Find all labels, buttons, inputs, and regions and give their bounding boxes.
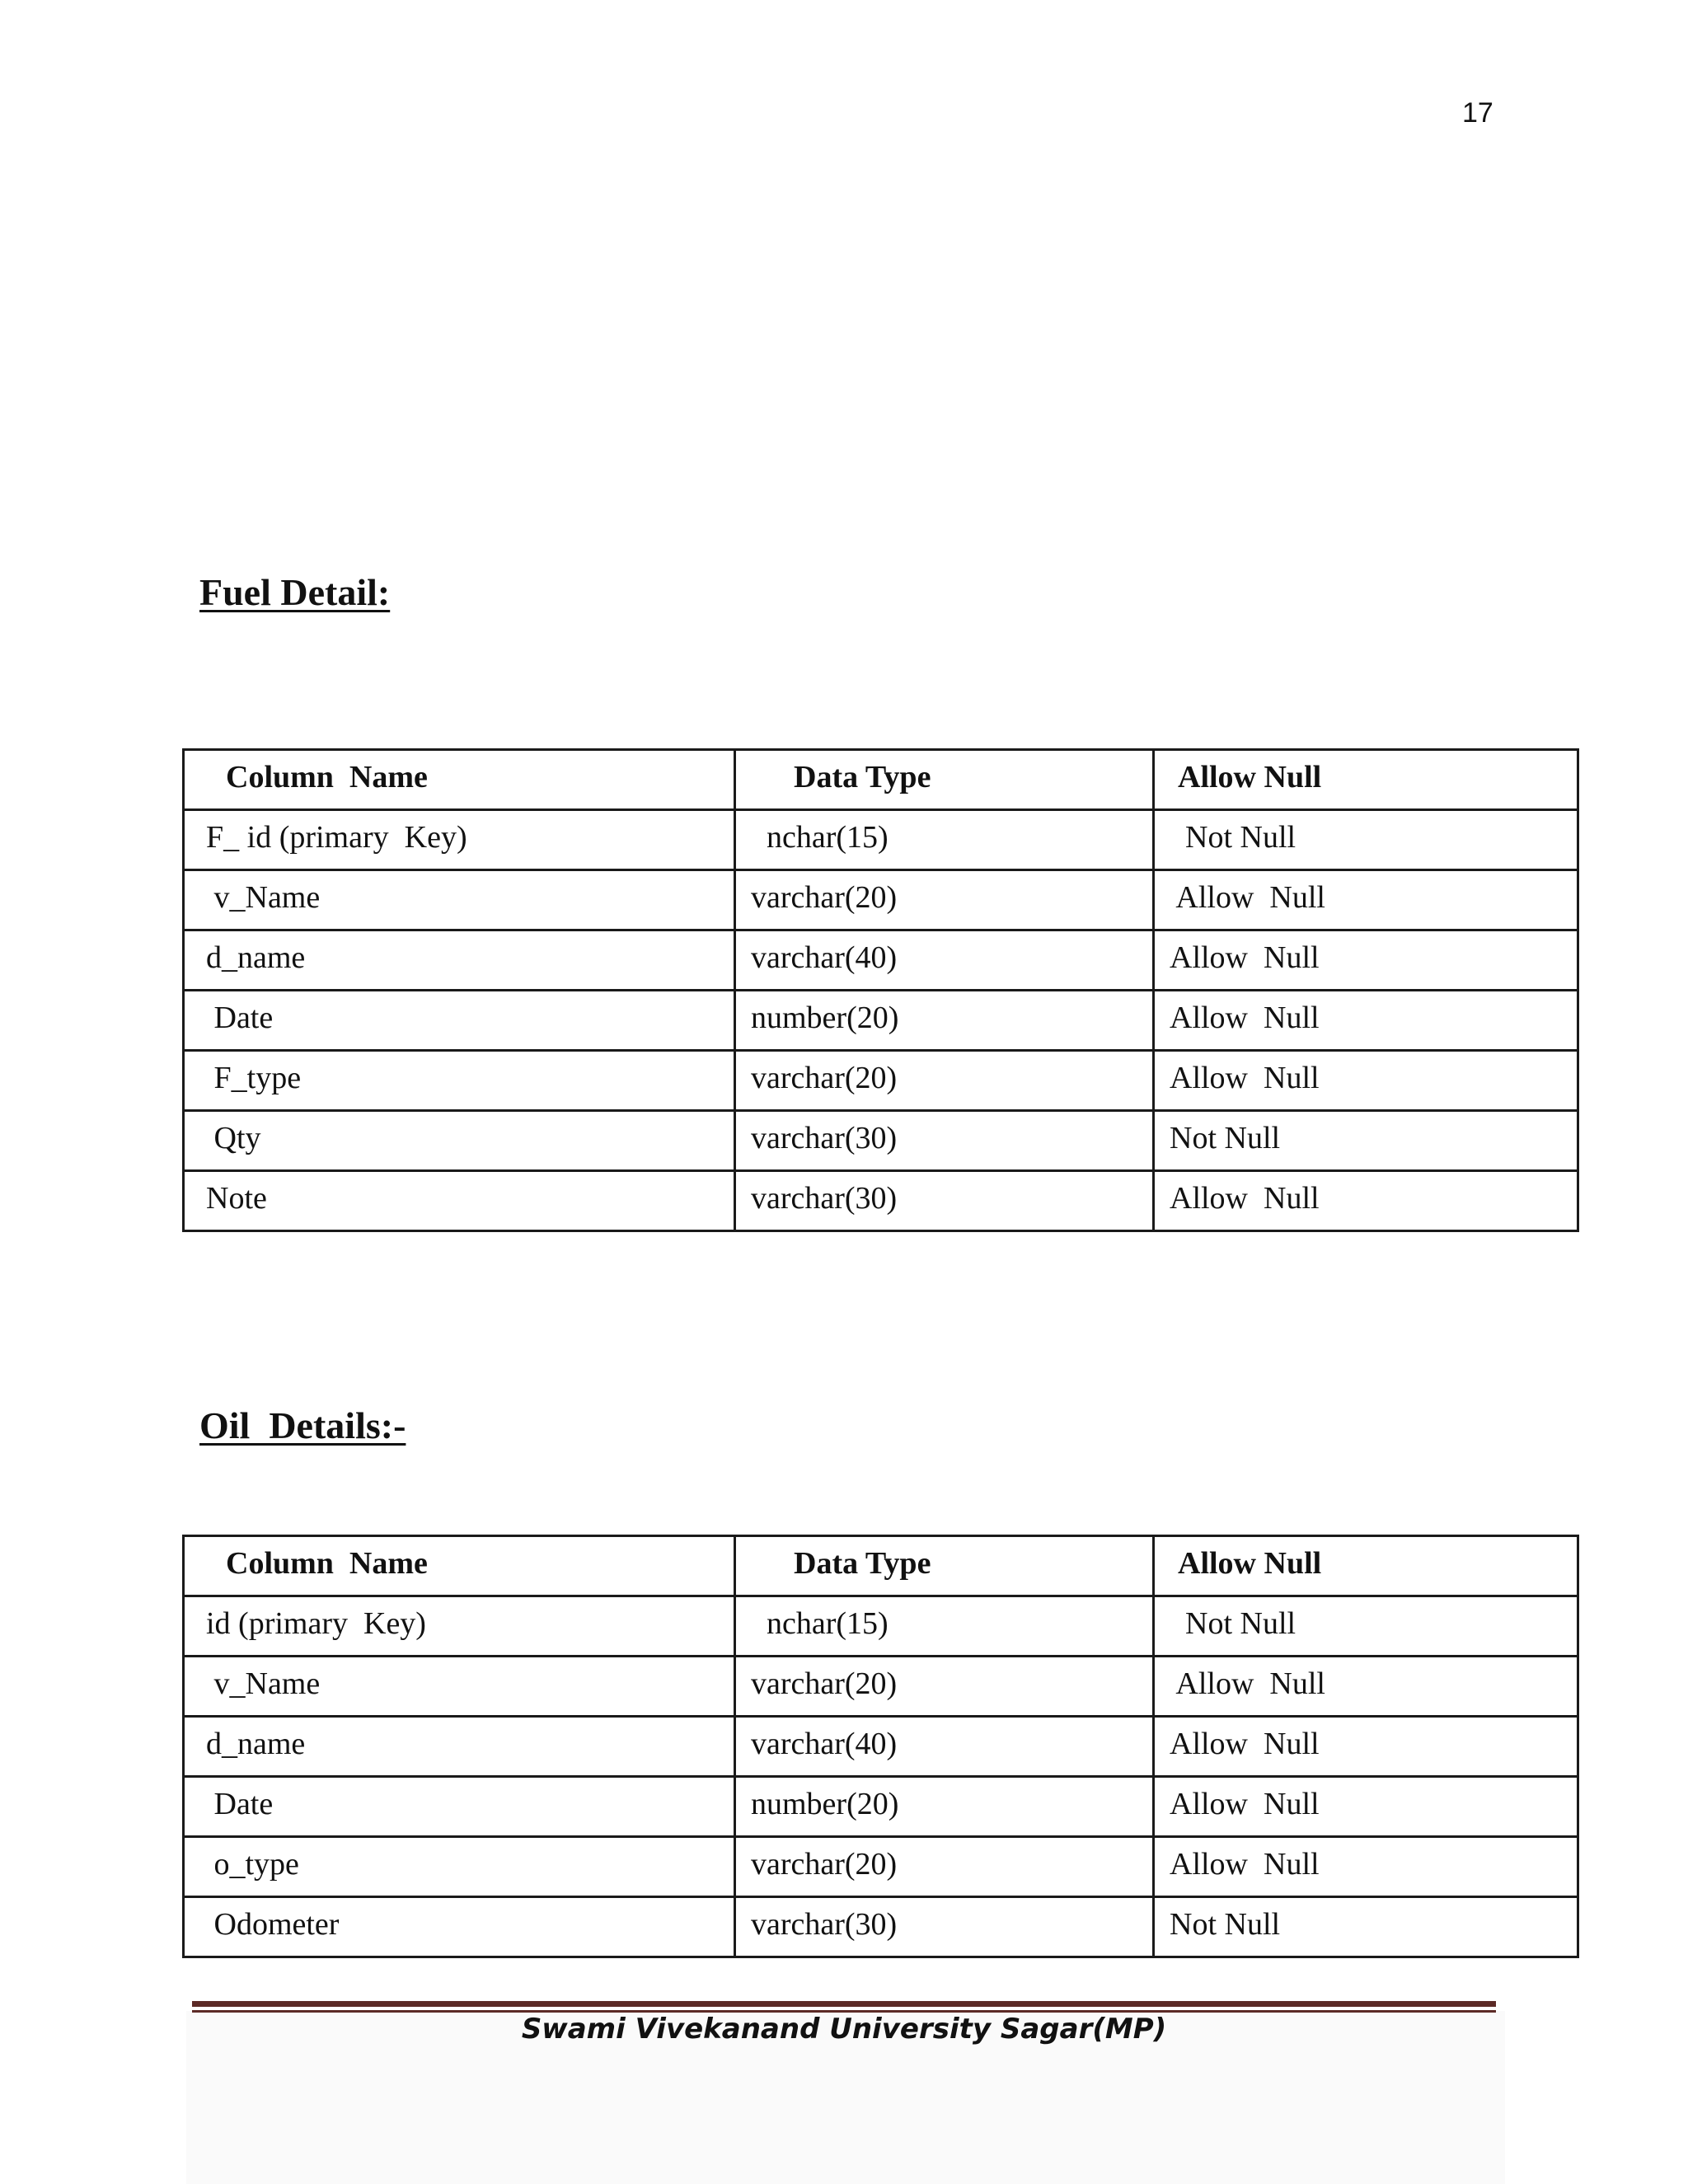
column-name-header: Column Name: [184, 750, 735, 810]
data-type-cell: varchar(30): [735, 1897, 1154, 1957]
table-row: [184, 1111, 1578, 1171]
allow-null-cell: Not Null: [1154, 1897, 1578, 1957]
data-type-cell: varchar(40): [735, 1717, 1154, 1777]
data-type-cell: number(20): [735, 991, 1154, 1051]
oil-details-heading: Oil Details:-: [199, 1404, 406, 1446]
fuel-detail-table: [182, 748, 1579, 1232]
data-type-cell: nchar(15): [735, 810, 1154, 870]
data-type-cell: varchar(30): [735, 1111, 1154, 1171]
table-header-row: [184, 750, 1578, 810]
allow-null-cell: Not Null: [1154, 810, 1578, 870]
column-name-cell: v_Name: [184, 870, 735, 930]
allow-null-cell: Allow Null: [1154, 1777, 1578, 1837]
footer-university-name: Swami Vivekanand University Sagar(MP): [521, 2013, 1167, 2046]
allow-null-header: Allow Null: [1154, 750, 1578, 810]
column-name-header: Column Name: [184, 1536, 735, 1596]
data-type-cell: varchar(20): [735, 870, 1154, 930]
column-name-cell: F_type: [184, 1051, 735, 1111]
allow-null-cell: Allow Null: [1154, 1837, 1578, 1897]
data-type-cell: varchar(30): [735, 1171, 1154, 1231]
table-row: [184, 810, 1578, 870]
table-row: [184, 1897, 1578, 1957]
column-name-cell: v_Name: [184, 1657, 735, 1717]
column-name-cell: Date: [184, 1777, 735, 1837]
column-name-cell: F_ id (primary Key): [184, 810, 735, 870]
allow-null-cell: Allow Null: [1154, 991, 1578, 1051]
table-row: [184, 1777, 1578, 1837]
data-type-header: Data Type: [735, 750, 1154, 810]
column-name-cell: o_type: [184, 1837, 735, 1897]
column-name-cell: id (primary Key): [184, 1596, 735, 1657]
allow-null-cell: Allow Null: [1154, 1717, 1578, 1777]
table-row: [184, 1171, 1578, 1231]
table-header-row: [184, 1536, 1578, 1596]
data-type-header: Data Type: [735, 1536, 1154, 1596]
allow-null-cell: Not Null: [1154, 1111, 1578, 1171]
data-type-cell: number(20): [735, 1777, 1154, 1837]
oil-details-table: [182, 1535, 1579, 1958]
footer-rule-thick: [192, 2001, 1496, 2007]
table-row: [184, 991, 1578, 1051]
data-type-cell: varchar(20): [735, 1657, 1154, 1717]
column-name-cell: Qty: [184, 1111, 735, 1171]
column-name-cell: Odometer: [184, 1897, 735, 1957]
allow-null-cell: Not Null: [1154, 1596, 1578, 1657]
allow-null-header: Allow Null: [1154, 1536, 1578, 1596]
page-number: 17: [1462, 97, 1493, 129]
table-row: [184, 1837, 1578, 1897]
allow-null-cell: Allow Null: [1154, 870, 1578, 930]
allow-null-cell: Allow Null: [1154, 1171, 1578, 1231]
data-type-cell: nchar(15): [735, 1596, 1154, 1657]
data-type-cell: varchar(40): [735, 930, 1154, 991]
column-name-cell: Date: [184, 991, 735, 1051]
data-type-cell: varchar(20): [735, 1051, 1154, 1111]
column-name-cell: d_name: [184, 930, 735, 991]
table-row: [184, 1596, 1578, 1657]
table-row: [184, 1051, 1578, 1111]
table-row: [184, 1657, 1578, 1717]
column-name-cell: Note: [184, 1171, 735, 1231]
table-row: [184, 1717, 1578, 1777]
allow-null-cell: Allow Null: [1154, 930, 1578, 991]
table-row: [184, 930, 1578, 991]
table-row: [184, 870, 1578, 930]
allow-null-cell: Allow Null: [1154, 1051, 1578, 1111]
data-type-cell: varchar(20): [735, 1837, 1154, 1897]
allow-null-cell: Allow Null: [1154, 1657, 1578, 1717]
column-name-cell: d_name: [184, 1717, 735, 1777]
fuel-detail-heading: Fuel Detail:: [199, 571, 391, 613]
